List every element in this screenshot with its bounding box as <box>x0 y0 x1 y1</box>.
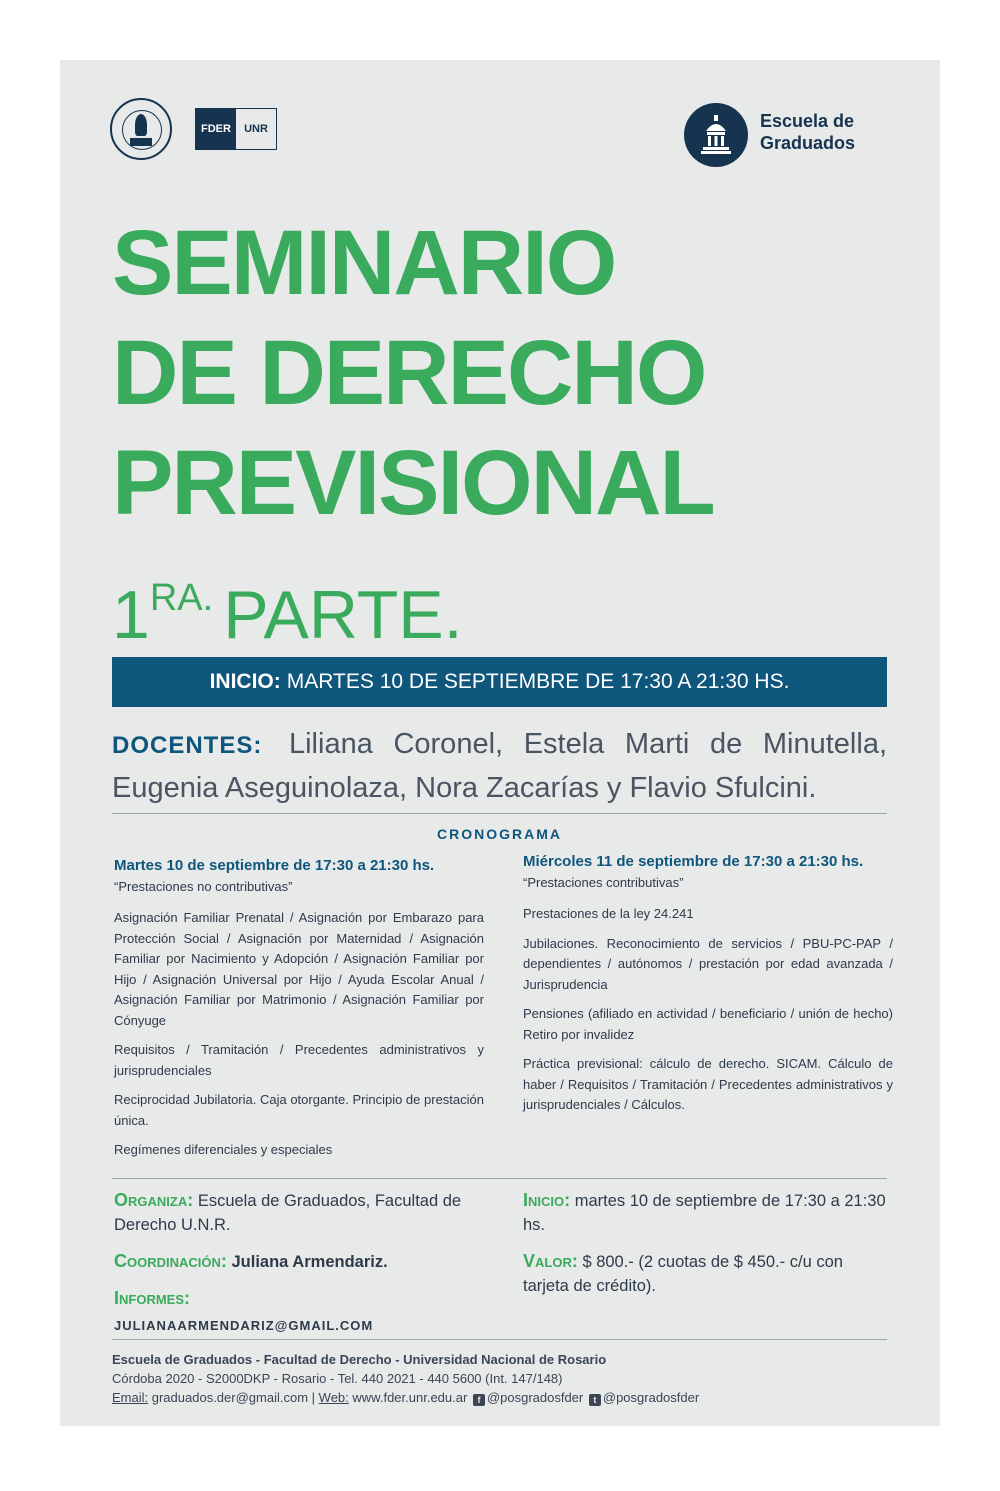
schedule-heading: CRONOGRAMA <box>437 826 562 842</box>
poster <box>60 60 940 1426</box>
informes-label: Informes: <box>114 1288 190 1308</box>
footer-email[interactable]: graduados.der@gmail.com <box>151 1390 309 1405</box>
day1-item: Asignación Familiar Prenatal / Asignación por Embarazo para Protección Social / Asignación por Maternidad / Asignación Familiar por Nacimiento y Adopción / Asignación Familiar por Hijo / Asignación Universal por Hijo / Ayuda Escolar Anual / Asignación Familiar por Matrimonio / Asignación Familiar por Cónyuge <box>114 910 484 1028</box>
fder-unr-logo <box>195 108 277 150</box>
day1-item: Requisitos / Tramitación / Precedentes administrativos y jurisprudenciales <box>114 1042 484 1078</box>
part-word: PARTE. <box>223 577 463 653</box>
school-name-line1: Escuela de <box>760 111 855 131</box>
unr-logo-text: UNR <box>244 123 268 135</box>
school-name-line2: Graduados <box>760 133 856 153</box>
part-label <box>112 558 463 655</box>
schedule-day1 <box>114 848 484 1170</box>
divider <box>112 813 887 814</box>
seminar-title <box>112 208 932 538</box>
schedule-day2 <box>523 848 893 1125</box>
title-line2: DE DERECHO <box>112 322 706 424</box>
facebook-icon: f <box>473 1394 485 1406</box>
building-dome-icon <box>698 115 734 155</box>
title-line3: PREVISIONAL <box>112 432 714 534</box>
date-price-block <box>523 1188 887 1298</box>
day2-item: Práctica previsional: cálculo de derecho. SICAM. Cálculo de haber / Requisitos / Tramitación / Precedentes administrativos y jurisprudenciales / Cálculos. <box>523 1056 893 1112</box>
email-label: Email: <box>112 1390 149 1405</box>
day2-item: Jubilaciones. Reconocimiento de servicios / PBU-PC-PAP / dependientes / autónomos / prestación por edad avanzada / Jurisprudencia <box>523 935 893 992</box>
teachers-names: Liliana Coronel, Estela Marti de Minutella, Eugenia Aseguinolaza, Nora Zacarías y Flavio Sfulcini. <box>112 728 888 804</box>
title-line1: SEMINARIO <box>112 212 616 314</box>
torch-base-icon <box>130 138 152 146</box>
informes-email[interactable]: JULIANAARMENDARIZ@GMAIL.COM <box>114 1318 374 1333</box>
footer-facebook[interactable]: @posgradosfder <box>486 1390 584 1405</box>
footer-twitter[interactable]: @posgradosfder <box>602 1390 700 1405</box>
valor-label: Valor: <box>523 1251 578 1271</box>
web-label: Web: <box>318 1390 349 1405</box>
teachers-label: DOCENTES: <box>112 732 263 759</box>
university-seal-logo <box>110 98 172 160</box>
torch-flame-icon <box>135 114 147 136</box>
day1-item: Reciprocidad Jubilatoria. Caja otorgante. Principio de prestación única. <box>114 1092 484 1128</box>
divider <box>112 1339 887 1340</box>
day2-item: Prestaciones de la ley 24.241 <box>523 906 694 921</box>
part-ordinal: RA. <box>149 577 214 619</box>
fder-logo-text: FDER <box>196 109 236 149</box>
teachers <box>112 723 887 809</box>
day2-subtitle: “Prestaciones contributivas” <box>523 874 684 890</box>
start-label: INICIO: <box>209 670 281 693</box>
inicio-text: martes 10 de septiembre de 17:30 a 21:30 hs. <box>523 1192 886 1234</box>
organizer-block <box>114 1188 484 1338</box>
divider <box>112 1178 887 1179</box>
footer <box>112 1350 887 1407</box>
day1-subtitle: “Prestaciones no contributivas” <box>114 878 293 894</box>
coordinacion-text: Juliana Armendariz. <box>231 1253 388 1271</box>
footer-web[interactable]: www.fder.unr.edu.ar <box>352 1390 468 1405</box>
day2-item: Pensiones (afiliado en actividad / beneficiario / unión de hecho) Retiro por invalidez <box>523 1006 893 1042</box>
footer-separator: | <box>311 1390 316 1405</box>
day2-heading: Miércoles 11 de septiembre de 17:30 a 21:30 hs. <box>523 853 864 870</box>
part-number: 1 <box>112 577 150 653</box>
footer-contacts <box>112 1388 887 1407</box>
organiza-label: Organiza: <box>114 1190 194 1210</box>
coordinacion-label: Coordinación: <box>114 1251 227 1271</box>
twitter-icon: t <box>589 1394 601 1406</box>
start-date-banner <box>112 657 887 707</box>
footer-address: Córdoba 2020 - S2000DKP - Rosario - Tel. 440 2021 - 440 5600 (Int. 147/148) <box>112 1371 563 1386</box>
valor-text: $ 800.- (2 cuotas de $ 450.- c/u con tarjeta de crédito). <box>523 1253 843 1295</box>
day1-heading: Martes 10 de septiembre de 17:30 a 21:30 hs. <box>114 857 435 874</box>
organiza-text: Escuela de Graduados, Facultad de Derecho U.N.R. <box>114 1192 462 1234</box>
footer-institution: Escuela de Graduados - Facultad de Derecho - Universidad Nacional de Rosario <box>112 1352 607 1367</box>
inicio-label: Inicio: <box>523 1190 571 1210</box>
school-building-icon <box>684 103 748 167</box>
start-text: MARTES 10 DE SEPTIEMBRE DE 17:30 A 21:30 HS. <box>286 670 790 693</box>
school-name <box>760 110 900 154</box>
day1-item: Regímenes diferenciales y especiales <box>114 1142 333 1157</box>
